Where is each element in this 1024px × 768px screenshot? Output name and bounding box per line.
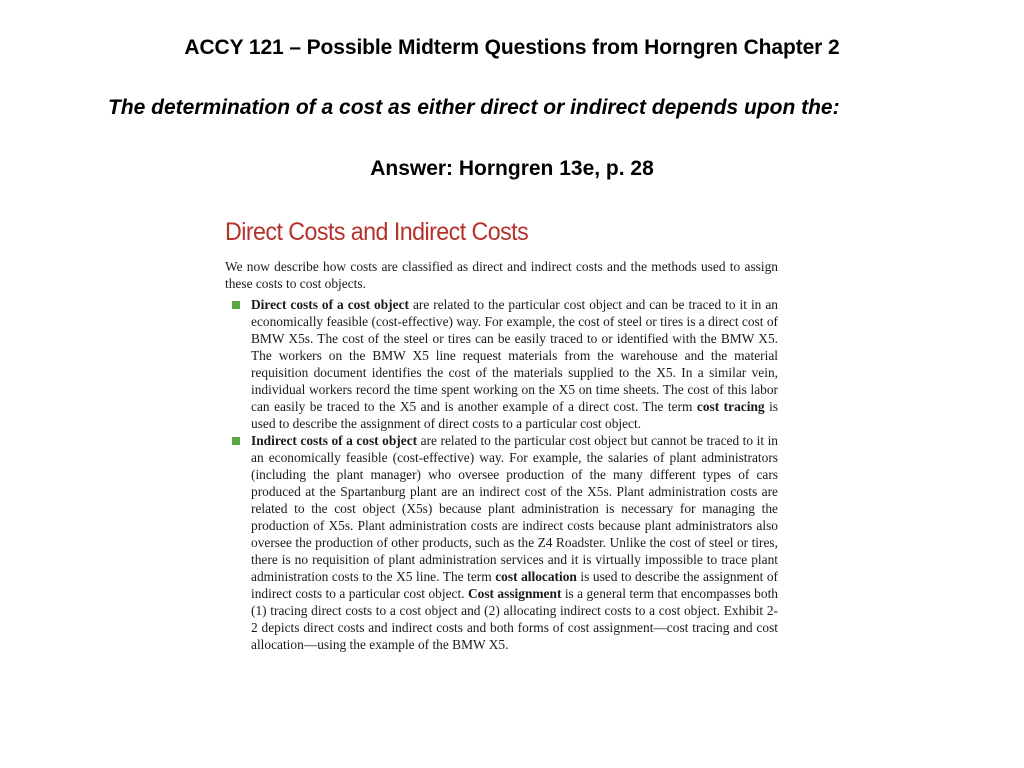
bullet-lead-term: Indirect costs of a cost object bbox=[251, 433, 418, 448]
bullet-text: are related to the particular cost object and can be traced to it in an economically feasible (cost-effective) way. For example, the cost of steel or tires is a direct cost of BMW X5s. The cost of the steel or tires can be easily traced to or identified with the BMW X5. The workers on the BMW X5 line request materials from the warehouse and the material requisition document identifies the cost of the materials supplied to the X5. In a similar vein, individual workers record the time spent working on the X5 on time sheets. The cost of this labor can easily be traced to the X5 and is another example of a direct cost. The term bbox=[251, 297, 778, 414]
question-text: The determination of a cost as either direct or indirect depends upon the: bbox=[108, 96, 840, 119]
answer-text: Answer: Horngren 13e, p. 28 bbox=[370, 157, 654, 180]
square-bullet-icon bbox=[232, 437, 240, 445]
bullet-text: is used to describe the assignment of indirect costs to a particular cost object. bbox=[251, 569, 778, 601]
bullet-text: is used to describe the assignment of direct costs to a particular cost object. bbox=[251, 399, 779, 431]
bullet-text: is a general term that encompasses both (1) tracing direct costs to a cost object and (2) allocating indirect costs to a cost object. Exhibit 2-2 depicts direct costs and indirect costs and both forms of cost assignment—cost tracing and cost allocation—using the example of the BMW X5. bbox=[251, 586, 778, 652]
excerpt-intro: We now describe how costs are classified as direct and indirect costs and the methods used to assign these costs to cost objects. bbox=[225, 259, 778, 291]
bullet-lead-term: Direct costs of a cost object bbox=[251, 297, 409, 312]
bullet-direct-costs bbox=[225, 296, 778, 432]
bullet-key-term: cost tracing bbox=[696, 399, 765, 414]
bullet-key-term: Cost assignment bbox=[467, 586, 562, 601]
bullet-key-term: cost allocation bbox=[495, 569, 577, 584]
square-bullet-icon bbox=[232, 301, 240, 309]
bullet-indirect-costs bbox=[225, 432, 778, 653]
slide-title: ACCY 121 – Possible Midterm Questions from Horngren Chapter 2 bbox=[184, 36, 840, 59]
textbook-excerpt bbox=[225, 216, 778, 653]
bullet-text: are related to the particular cost object but cannot be traced to it in an economically feasible (cost-effective) way. For example, the salaries of plant administrators (including the plant manager) who oversee production of the many different types of cars produced at the Spartanburg plant are an indirect cost of the X5s. Plant administration costs are related to the cost object (X5s) because plant administration is necessary for managing the production of X5s. Plant administration costs are indirect costs because plant administrators also oversee the production of other products, such as the Z4 Roadster. Unlike the cost of steel or tires, there is no requisition of plant administration services and it is virtually impossible to trace plant administration costs to the X5 line. The term bbox=[251, 433, 778, 584]
excerpt-heading: Direct Costs and Indirect Costs bbox=[225, 218, 529, 246]
